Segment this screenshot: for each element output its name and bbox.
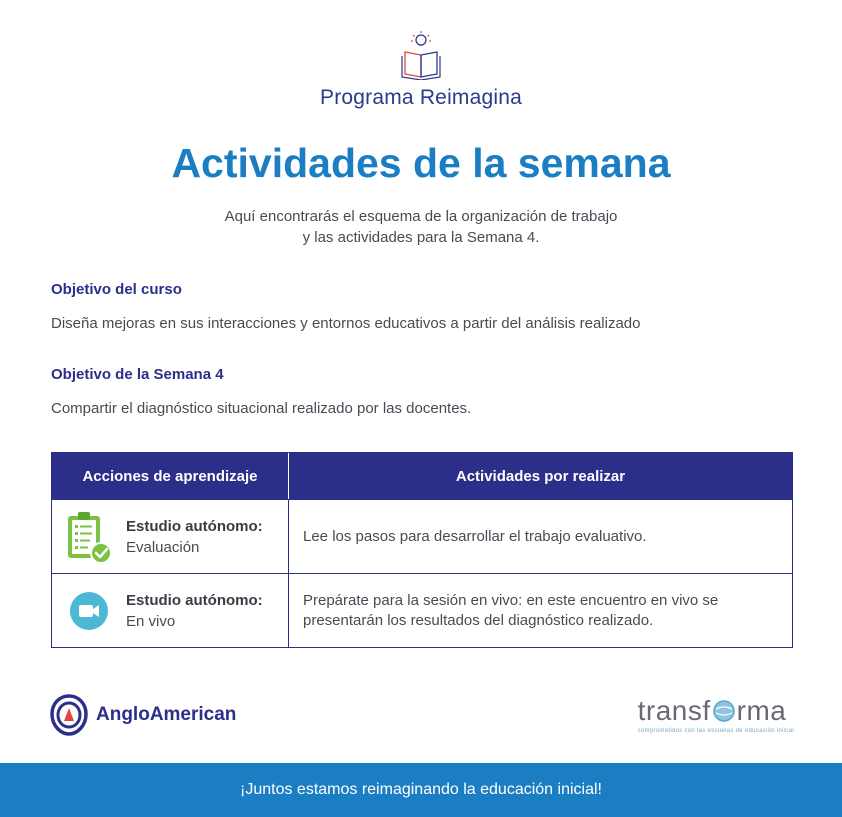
action-cell	[52, 574, 289, 647]
anglo-american-logo	[50, 694, 236, 736]
page-subtitle	[0, 206, 842, 248]
table-header	[52, 453, 792, 499]
course-objective-text: Diseña mejoras en sus interacciones y entornos educativos a partir del análisis realizado	[51, 315, 641, 332]
anglo-american-emblem-icon	[50, 694, 88, 736]
video-camera-icon	[64, 583, 114, 639]
footer-banner	[0, 763, 842, 817]
action-title: Estudio autónomo:	[126, 591, 263, 609]
activities-table	[51, 452, 793, 648]
program-name: Programa Reimagina	[319, 86, 523, 109]
action-subtitle: Evaluación	[126, 538, 200, 556]
anglo-american-name: AngloAmerican	[96, 704, 237, 725]
course-objective-heading: Objetivo del curso	[51, 281, 182, 298]
transforma-logo	[638, 696, 794, 734]
subtitle-line-2: y las actividades para la Semana 4.	[302, 229, 540, 246]
page-title: Actividades de la semana	[171, 140, 671, 186]
action-title: Estudio autónomo:	[126, 517, 263, 535]
subtitle-line-1: Aquí encontrarás el esquema de la organización de trabajo	[224, 208, 618, 225]
activity-cell: Prepárate para la sesión en vivo: en este encuentro en vivo se presentarán los resultados del diagnóstico realizado.	[303, 591, 719, 629]
transforma-word-part2: rma	[736, 695, 787, 726]
footer-text: ¡Juntos estamos reimaginando la educación inicial!	[240, 781, 602, 798]
action-subtitle: En vivo	[126, 612, 176, 630]
week-objective-text: Compartir el diagnóstico situacional realizado por las docentes.	[51, 400, 472, 417]
transforma-word-part1: transf	[637, 695, 711, 726]
week-objective-heading: Objetivo de la Semana 4	[51, 366, 224, 383]
table-row	[52, 573, 792, 647]
header-actions: Acciones de aprendizaje	[52, 453, 289, 499]
activity-cell: Lee los pasos para desarrollar el trabajo evaluativo.	[303, 527, 647, 545]
table-row	[52, 499, 792, 573]
program-logo	[0, 30, 842, 110]
action-cell	[52, 500, 289, 573]
transforma-tagline: comprometidos con las escuelas de educación inicial	[637, 728, 794, 734]
globe-icon	[712, 699, 736, 723]
header-activities: Actividades por realizar	[455, 467, 626, 485]
book-lightbulb-icon	[399, 30, 443, 80]
clipboard-checklist-icon	[64, 509, 114, 565]
